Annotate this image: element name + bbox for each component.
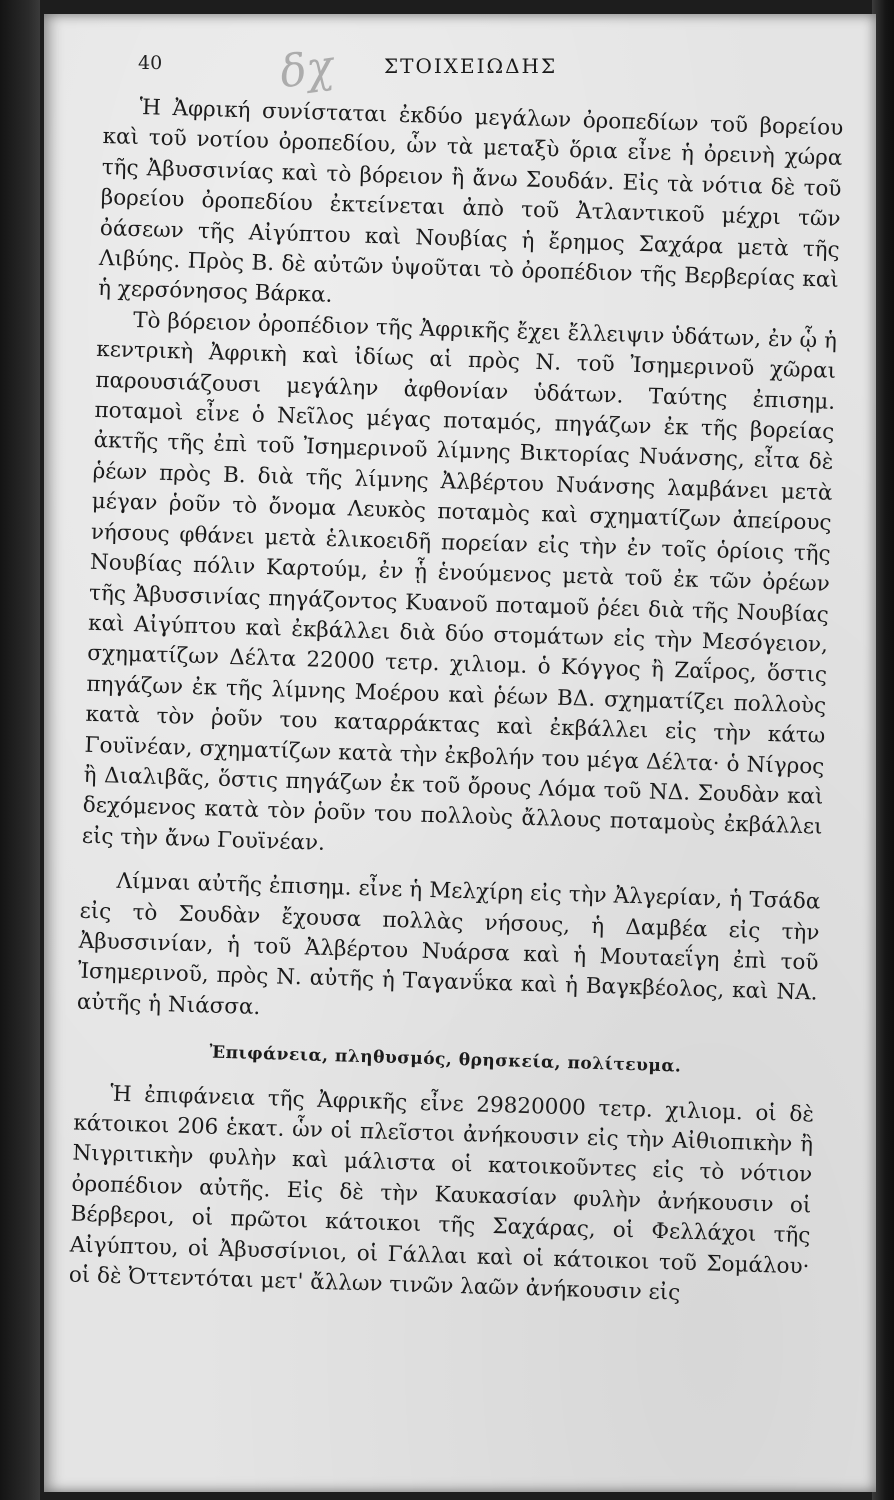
- section-heading: Ἐπιφάνεια, πληθυσμός, θρησκεία, πολίτευμα.: [209, 1042, 682, 1077]
- scan-edge-left: [0, 0, 40, 1500]
- pencil-annotation: δχ: [276, 40, 337, 99]
- paragraph-rivers: Τὸ βόρειον ὀροπέδιον τῆς Ἀφρικῆς ἔχει ἔλλειψιν ὑδάτων, ἐν ᾧ ἡ κεντρικὴ Ἀφρικὴ καὶ ἰδίως αἱ πρὸς Ν. τοῦ Ἰσημερινοῦ χῶραι παρουσιάζουσι μεγάλην ἀφθονίαν ὑδάτων. Ταύτης ἐπισημ. ποταμοὶ εἶνε ὁ Νεῖλος μέγας ποταμός, πηγάζων ἐκ τῆς βορείας ἀκτῆς τῆς ἐπὶ τοῦ Ἰσημερινοῦ λίμνης Βικτορίας Νυάνσης, εἶτα δὲ ῥέων πρὸς Β. διὰ τῆς λίμνης Ἀλβέρτου Νυάνσης λαμβάνει μετὰ μέγαν ῥοῦν τὸ ὄνομα Λευκὸς ποταμὸς καὶ σχηματίζων ἀπείρους νήσους φθάνει μετὰ ἑλικοειδῆ πορείαν εἰς τὴν ἐν τοῖς ὁρίοις τῆς Νουβίας πόλιν Καρτούμ, ἐν ᾗ ἑνούμενος μετὰ τοῦ ἐκ τῶν ὀρέων τῆς Ἀβυσσινίας πηγάζοντος Κυανοῦ ποταμοῦ ῥέει διὰ τῆς Νουβίας καὶ Αἰγύπτου καὶ ἐκβάλλει διὰ δύο στομάτων εἰς τὴν Μεσόγειον, σχηματίζων Δέλτα 22000 τετρ. χιλιομ. ὁ Κόγγος ἢ Ζαΐρος, ὅστις πηγάζων ἐκ τῆς λίμνης Μοέρου καὶ ῥέων ΒΔ. σχηματίζει πολλοὺς κατὰ τὸν ῥοῦν του καταρράκτας καὶ ἐκβάλλει εἰς τὴν κάτω Γουϊνέαν, σχηματίζων κατὰ τὴν ἐκβολήν του μέγα Δέλτα· ὁ Νίγρος ἢ Διαλιβᾶς, ὅστις πηγάζων ἐκ τοῦ ὄρους Λόμα τοῦ ΝΔ. Σουδὰν καὶ δεχόμενος κατὰ τὸν ῥοῦν του πολλοὺς ἄλλους ποταμοὺς ἐκβάλλει εἰς τὴν ἄνω Γουϊνέαν.: [81, 307, 838, 856]
- paragraph-africa-plateaus: Ἡ Ἀφρική συνίσταται ἐκδύο μεγάλων ὀροπεδίων τοῦ βορείου καὶ τοῦ νοτίου ὀροπεδίου, ὧν τὰ μεταξὺ ὅρια εἶνε ἡ ὀρεινὴ χώρα τῆς Ἀβυσσινίας καὶ τὸ βόρειον ἢ ἄνω Σουδάν. Εἰς τὰ νότια δὲ τοῦ βορείου ὀροπεδίου ἐκτείνεται ἀπὸ τοῦ Ἀτλαντικοῦ μέχρι τῶν ὀάσεων τῆς Αἰγύπτου καὶ Νουβίας ἡ ἔρημος Σαχάρα μετὰ τῆς Λιβύης. Πρὸς Β. δὲ αὐτῶν ὑψοῦται τὸ ὀροπέδιον τῆς Βερβερίας καὶ ἡ χερσόνησος Βάρκα.: [97, 95, 844, 309]
- running-head: ΣΤΟΙΧΕΙΩΔΗΣ: [384, 54, 558, 78]
- body-text: [68, 92, 843, 1313]
- paragraph-lakes: Λίμναι αὐτῆς ἐπισημ. εἶνε ἡ Μελχίρη εἰς τὴν Ἀλγερίαν, ἡ Τσάδα εἰς τὸ Σουδὰν ἔχουσα πολλὰς νήσους, ἡ Δαμβέα εἰς τὴν Ἀβυσσινίαν, ἡ τοῦ Ἀλβέρτου Νυάρσα καὶ ἡ Μουταεΐγη ἐπὶ τοῦ Ἰσημερινοῦ, πρὸς Ν. αὐτῆς ἡ Ταγανΰκα καὶ ἡ Βαγκβέολος, καὶ ΝΑ. αὐτῆς ἡ Νιάσσα.: [76, 868, 821, 1020]
- book-page: [44, 14, 876, 1492]
- page-number: 40: [138, 52, 163, 74]
- paragraph-population: Ἡ ἐπιφάνεια τῆς Ἀφρικῆς εἶνε 29820000 τετρ. χιλιομ. οἱ δὲ κάτοικοι 206 ἑκατ. ὧν οἱ πλεῖστοι ἀνήκουσιν εἰς τὴν Αἰθιοπικὴν ἢ Νιγριτικὴν φυλὴν καὶ μάλιστα οἱ κατοικοῦντες εἰς τὸ νότιον ὀροπέδιον αὐτῆς. Εἰς δὲ τὴν Καυκασίαν φυλὴν ἀνήκουσιν οἱ Βέρβεροι, οἱ πρῶτοι κάτοικοι τῆς Σαχάρας, οἱ Φελλάχοι τῆς Αἰγύπτου, οἱ Ἀβυσσίνιοι, οἱ Γάλλαι καὶ οἱ κάτοικοι τοῦ Σομάλου· οἱ δὲ Ὀττεντόται μετ' ἄλλων τινῶν λαῶν ἀνήκουσιν εἰς: [68, 1081, 815, 1306]
- page-header: [44, 52, 876, 82]
